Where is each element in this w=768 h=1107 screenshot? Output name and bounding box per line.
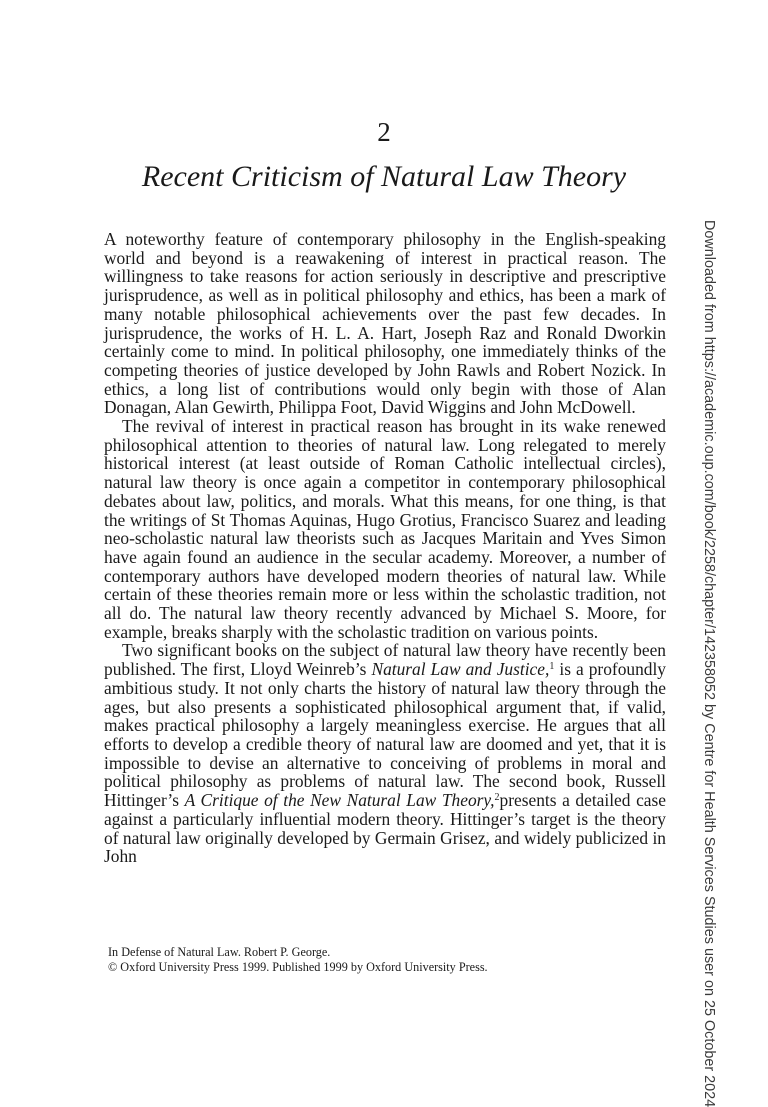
footnote-ref-1[interactable]: 1 bbox=[549, 661, 555, 673]
download-watermark: Downloaded from https://academic.oup.com/book/2258/chapter/142358052 by Centre for Health Services Studies user on 25 October 2024 bbox=[701, 220, 717, 1107]
footnote-ref-2[interactable]: 2 bbox=[494, 792, 500, 804]
chapter-title: Recent Criticism of Natural Law Theory bbox=[141, 160, 627, 193]
chapter-body bbox=[104, 230, 666, 866]
footer-copyright-line: © Oxford University Press 1999. Published 1999 by Oxford University Press. bbox=[108, 960, 488, 974]
book-title-weinreb: Natural Law and Justice, bbox=[371, 659, 550, 680]
paragraph-3-text-a: Two significant books on the subject of natural law theory have recently been published. The first, Lloyd Weinreb’s bbox=[104, 640, 666, 680]
paragraph-3-text-c: presents a detailed case against a particularly influential modern theory. Hittinger’s target is the theory of natural law originally developed by Germain Grisez, and widely publicized in John bbox=[104, 790, 666, 867]
book-title-hittinger: A Critique of the New Natural Law Theory, bbox=[184, 790, 495, 811]
paragraph-3-text-b: is a profoundly ambitious study. It not only charts the history of natural law theory through the ages, but also presents a sophisticated philosophical argument that, if valid, makes practical philosophy a largely meaningless exercise. He argues that all efforts to develop a credible theory of natural law are doomed and yet, that it is impossible to devise an alternative to conceiving of problems in moral and political philosophy as problems of natural law. The second book, Russell Hittinger’s bbox=[104, 659, 667, 811]
paragraph-3 bbox=[104, 641, 666, 865]
paragraph-1: A noteworthy feature of contemporary philosophy in the English-speaking world and beyond is a reawakening of interest in practical reason. The willingness to take reasons for action seriously in descriptive and prescriptive jurisprudence, as well as in political philosophy and ethics, has been a mark of many notable philosophical achievements over the past few decades. In jurisprudence, the works of H. L. A. Hart, Joseph Raz and Ronald Dworkin certainly come to mind. In political philosophy, one immediately thinks of the competing theories of justice developed by John Rawls and Robert Nozick. In ethics, a long list of contributions would only begin with those of Alan Donagan, Alan Gewirth, Philippa Foot, David Wiggins and John McDowell. bbox=[104, 229, 666, 418]
chapter-number: 2 bbox=[377, 117, 391, 147]
paragraph-2: The revival of interest in practical reason has brought in its wake renewed philosophical attention to theories of natural law. Long relegated to merely historical interest (at least outside of Roman Catholic intellectual circles), natural law theory is once again a competitor in contemporary philosophical debates about law, politics, and morals. What this means, for one thing, is that the writings of St Thomas Aquinas, Hugo Grotius, Francisco Suarez and leading neo-scholastic natural law theorists such as Jacques Maritain and Yves Simon have again found an audience in the secular academy. Moreover, a number of contemporary authors have developed modern theories of natural law. While certain of these theories remain more or less within the scholastic tradition, not all do. The natural law theory recently advanced by Michael S. Moore, for example, breaks sharply with the scholastic tradition on various points. bbox=[104, 416, 666, 642]
copyright-footer bbox=[108, 945, 488, 975]
footer-book-line: In Defense of Natural Law. Robert P. George. bbox=[108, 945, 331, 959]
